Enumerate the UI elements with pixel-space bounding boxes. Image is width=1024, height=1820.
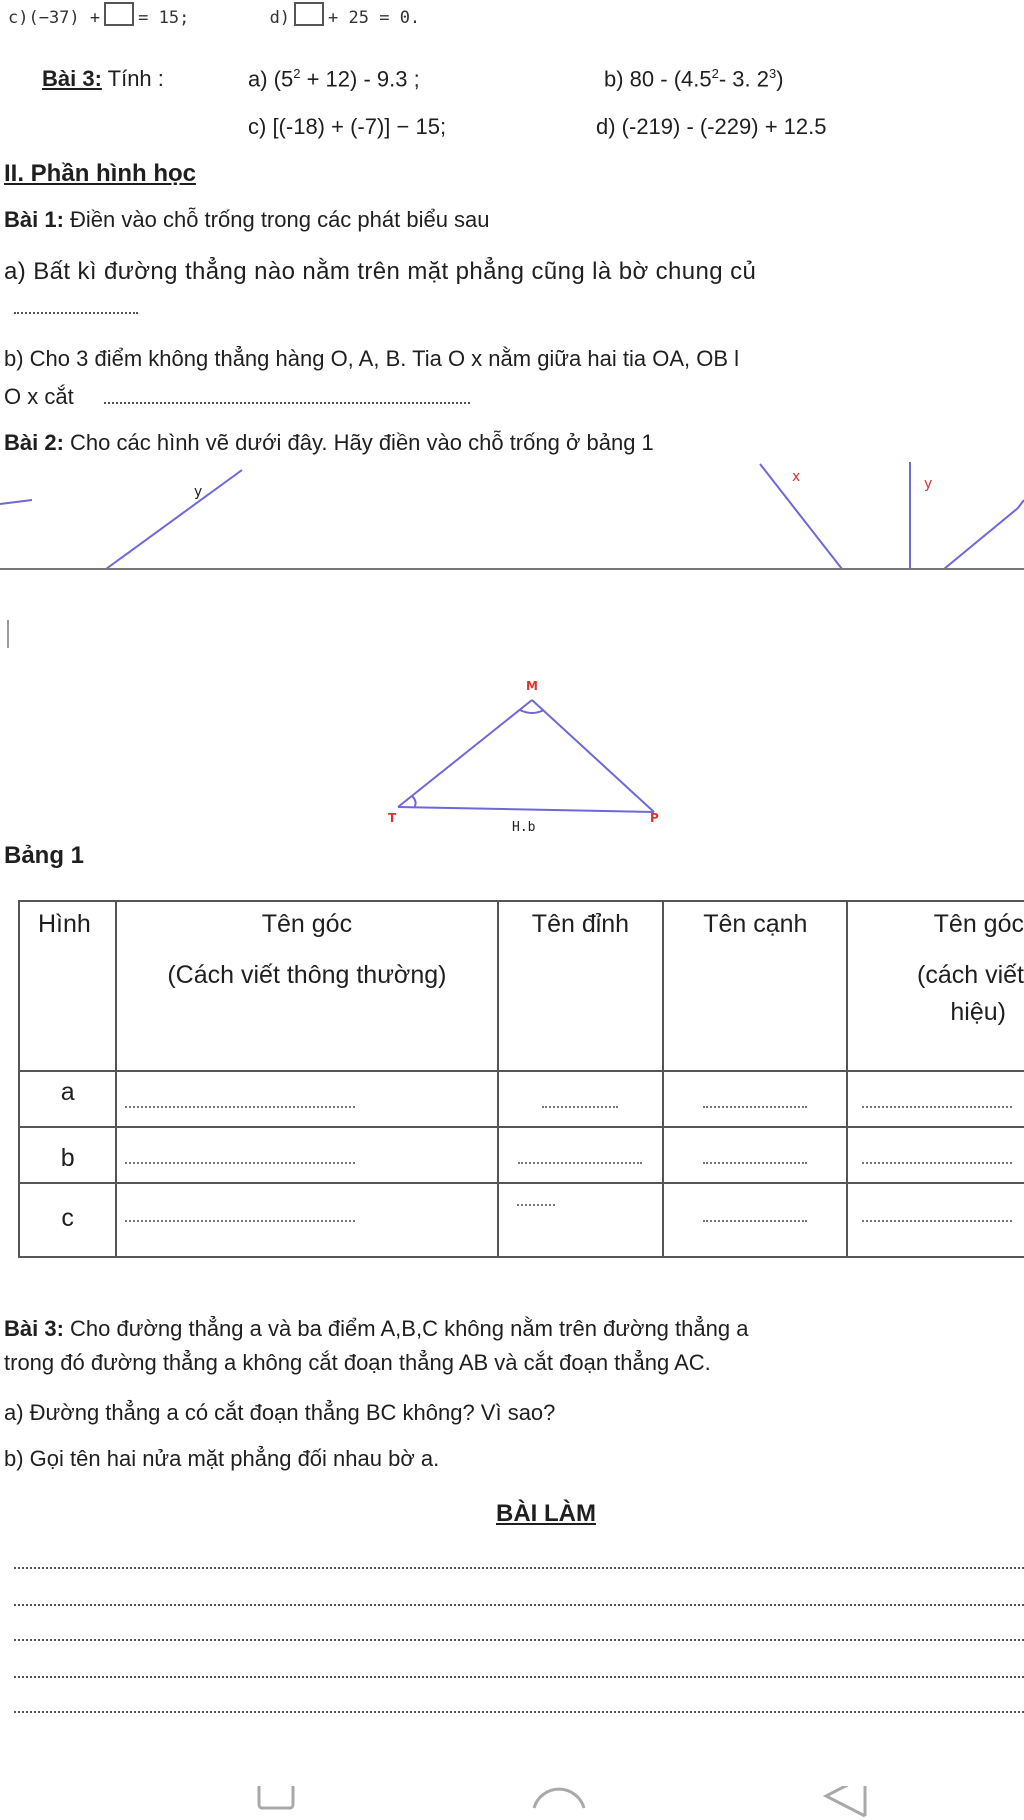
dotted-answer-line [517,1204,555,1206]
dotted-answer-line [518,1162,642,1164]
angle-arc-t [412,796,416,808]
cell-ten-goc-c[interactable] [116,1183,497,1257]
calc-b-mid: - 3. 2 [718,66,769,92]
dotted-answer-line [862,1220,1012,1222]
bai2-label: Bài 2: [4,430,64,455]
row-label-a: a [19,1071,116,1127]
cell-ten-canh-c[interactable] [663,1183,847,1257]
bai3-geo-statement: Cho đường thẳng a và ba điểm A,B,C không nằm trên đường thẳng a [63,1316,749,1341]
recent-apps-icon[interactable] [259,1786,293,1808]
triangle-side-mt [398,700,532,807]
header-ten-goc-l2: (Cách viết thông thường) [167,961,447,989]
answer-line-2[interactable] [14,1604,1024,1606]
bai3-calc-title: Tính : [107,66,164,91]
label-y2: y [924,476,933,492]
label-t: T [388,811,397,825]
dotted-answer-line [125,1220,355,1222]
bai3-geo-text [4,1316,748,1342]
label-y1: y [194,484,203,500]
header-ten-goc [116,901,497,1071]
triangle-side-mp [532,700,654,812]
bai1-text: Điền vào chỗ trống trong các phát biểu sau [63,207,490,232]
row-label-b: b [19,1127,116,1183]
cell-ten-goc-b[interactable] [116,1127,497,1183]
table-title: Bảng 1 [4,842,85,869]
dotted-answer-line [703,1106,807,1108]
label-p: P [650,811,659,825]
ray-c1 [944,508,1018,569]
dotted-answer-line [125,1106,355,1108]
dotted-answer-line [703,1220,807,1222]
back-icon[interactable] [826,1786,865,1816]
header-hinh [19,901,116,1071]
answer-line-4[interactable] [14,1676,1024,1678]
bai1-b-text: b) Cho 3 điểm không thẳng hàng O, A, B. Tia O x nằm giữa hai tia OA, OB l [4,346,740,371]
header-ten-canh [663,901,847,1071]
header-ki-hieu-l3: hiệu) [950,998,1006,1026]
header-ki-hieu-l2: (cách viết [917,961,1024,989]
cell-ten-dinh-a[interactable] [498,1071,664,1127]
calc-b-prefix: b) 80 - (4.5 [604,66,712,92]
answer-line-3[interactable] [14,1639,1024,1641]
eq-d-prefix: d) [269,8,291,28]
navigation-bar [0,1786,1024,1820]
header-ten-goc-l1: Tên góc [261,910,353,938]
calc-b-exp2: 3 [768,66,777,81]
header-ten-goc-ki-hieu [847,901,1024,1071]
dotted-answer-line [703,1162,807,1164]
label-x: x [792,469,801,485]
ray-c2 [1018,500,1024,508]
cell-ten-canh-a[interactable] [663,1071,847,1127]
calc-a-exp: 2 [293,66,301,81]
geometry-section-title: II. Phần hình học [4,160,196,187]
home-icon[interactable] [534,1789,584,1808]
cell-ten-goc-a[interactable] [116,1071,497,1127]
bai1-label: Bài 1: [4,207,64,232]
dotted-answer-line [125,1162,355,1164]
bai3-calc-d: d) (-219) - (-229) + 12.5 [596,114,827,139]
bai3-calc-label: Bài 3: [42,66,102,91]
eq-c-suffix: = 15; [138,8,190,28]
bai3-geo-line2: trong đó đường thẳng a không cắt đoạn thẳng AB và cắt đoạn thẳng AC. [4,1350,711,1375]
navigation-bar-icons [0,1786,1024,1820]
eq-d-suffix: + 25 = 0. [328,8,421,28]
answer-line-5[interactable] [14,1711,1024,1713]
answer-section-title: BÀI LÀM [496,1500,596,1527]
cell-ten-canh-b[interactable] [663,1127,847,1183]
angle-arc-m [520,710,544,713]
table-header-row [19,901,1024,1071]
row-label-c: c [19,1183,116,1257]
dotted-answer-line [862,1162,1012,1164]
label-m: M [526,679,538,693]
cell-ki-hieu-c[interactable] [847,1183,1024,1257]
bai3-geo-label: Bài 3: [4,1316,64,1341]
header-ten-dinh [498,901,664,1071]
ray-b1 [760,464,842,569]
answer-table [18,900,1024,1258]
header-ki-hieu-l1: Tên góc [933,910,1024,938]
table-row [19,1071,1024,1127]
figure-caption-hb: H.b [512,820,536,835]
bai2-text: Cho các hình vẽ dưới đây. Hãy điền vào chỗ trống ở bảng 1 [63,430,654,455]
answer-line-1[interactable] [14,1567,1024,1569]
cell-ki-hieu-b[interactable] [847,1127,1024,1183]
table-row [19,1127,1024,1183]
triangle-side-tp [398,807,654,812]
bai3-calc-c: c) [(-18) + (-7)] − 15; [248,114,447,139]
bai3-question-a: a) Đường thẳng a có cắt đoạn thẳng BC không? Vì sao? [4,1400,556,1425]
cell-ten-dinh-b[interactable] [498,1127,664,1183]
ray-a2 [0,500,32,504]
calc-b-suffix: ) [776,66,784,92]
table-row [19,1183,1024,1257]
header-ten-canh-text: Tên cạnh [703,910,808,938]
ray-a1 [106,470,242,569]
bai1-b-line2: O x cắt [4,384,74,409]
figures-canvas [0,0,1024,860]
cell-ki-hieu-a[interactable] [847,1071,1024,1127]
dotted-answer-line [542,1106,618,1108]
eq-c-prefix: c)(−37) + [8,8,101,28]
cell-ten-dinh-c[interactable] [498,1183,664,1257]
calc-a-prefix: a) (5 [248,66,294,92]
calc-a-suffix: + 12) - 9.3 ; [300,66,420,92]
header-ten-dinh-text: Tên đỉnh [531,910,630,938]
header-hinh-text: Hình [38,910,91,938]
bai3-question-b: b) Gọi tên hai nửa mặt phẳng đối nhau bờ a. [4,1446,440,1471]
calc-b-exp1: 2 [711,66,719,81]
dotted-answer-line [862,1106,1012,1108]
bai1-a-text: a) Bất kì đường thẳng nào nằm trên mặt phẳng cũng là bờ chung củ [4,258,757,285]
